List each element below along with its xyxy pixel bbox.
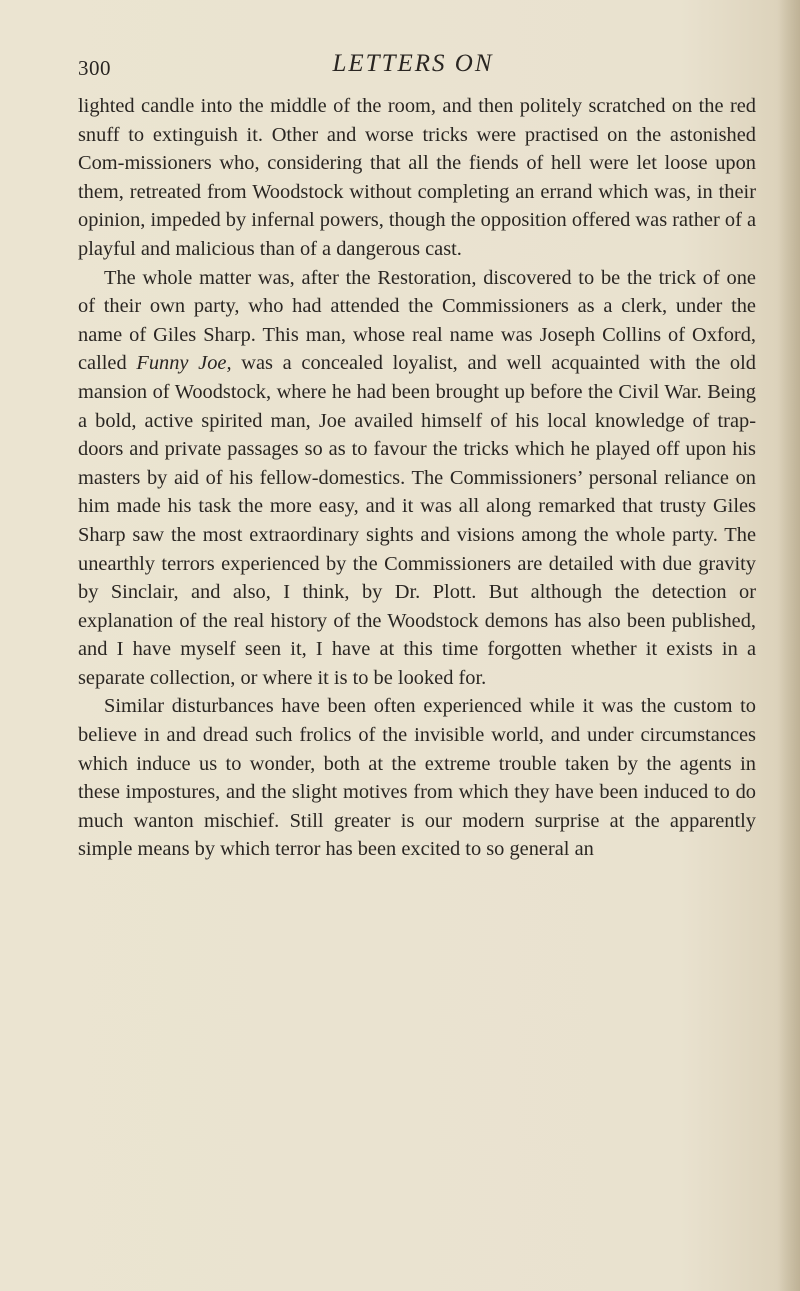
page-edge-shadow [778,0,800,1291]
nickname-italic: Funny Joe, [136,352,232,375]
paragraph-1: lighted candle into the middle of the room, and then politely scratched on the red snuff to extinguish it. Other and worse tricks were practised on the astonished Com-missioners who, considering that all the fiends of hell were let loose upon them, retreated from Woodstock without completing an errand which was, in their opinion, impeded by infernal powers, though the opposition offered was rather of a playful and malicious than of a dangerous cast. [78,95,757,260]
body-text [78,92,756,864]
page-number: 300 [78,56,111,80]
running-head: LETTERS ON [332,50,494,77]
paragraph-2-end: was a concealed loyalist, and well acquainted with the old mansion of Woodstock, where he had been brought up before the Civil War. Being a bold, active spirited man, Joe availed himself of his local knowledge of trap-doors and private passages so as to favour the tricks which he played off upon his masters by aid of his fellow-domestics. The Commissioners’ personal reliance on him made his task the more easy, and it was all along remarked that trusty Giles Sharp saw the most extraordinary sights and visions among the whole party. The unearthly terrors experienced by the Commissioners are detailed with due gravity by Sinclair, and also, I think, by Dr. Plott. But although the detection or explanation of the real history of the Woodstock demons has also been published, and I have myself seen it, I have at this time forgotten whether it exists in a separate collection, or where it is to be looked for. [78,352,756,689]
paragraph-3: Similar disturbances have been often experienced while it was the custom to believe in and dread such frolics of the invisible world, and under circumstances which induce us to wonder, both at the extreme trouble taken by the agents in these impostures, and the slight motives from which they have been induced to do much wanton mischief. Still greater is our modern surprise at the apparently simple means by which terror has been excited to so general an [78,695,756,861]
paragraph-2-start: The whole matter was, after the Restoration, discovered to be the trick of one of their own party, who had attended the Commissioners as a clerk, under the name of Giles Sharp. This man, whose real name was Joseph Collins of Oxford, called [78,266,756,375]
paragraph-2 [78,264,756,693]
page-header [78,50,748,86]
